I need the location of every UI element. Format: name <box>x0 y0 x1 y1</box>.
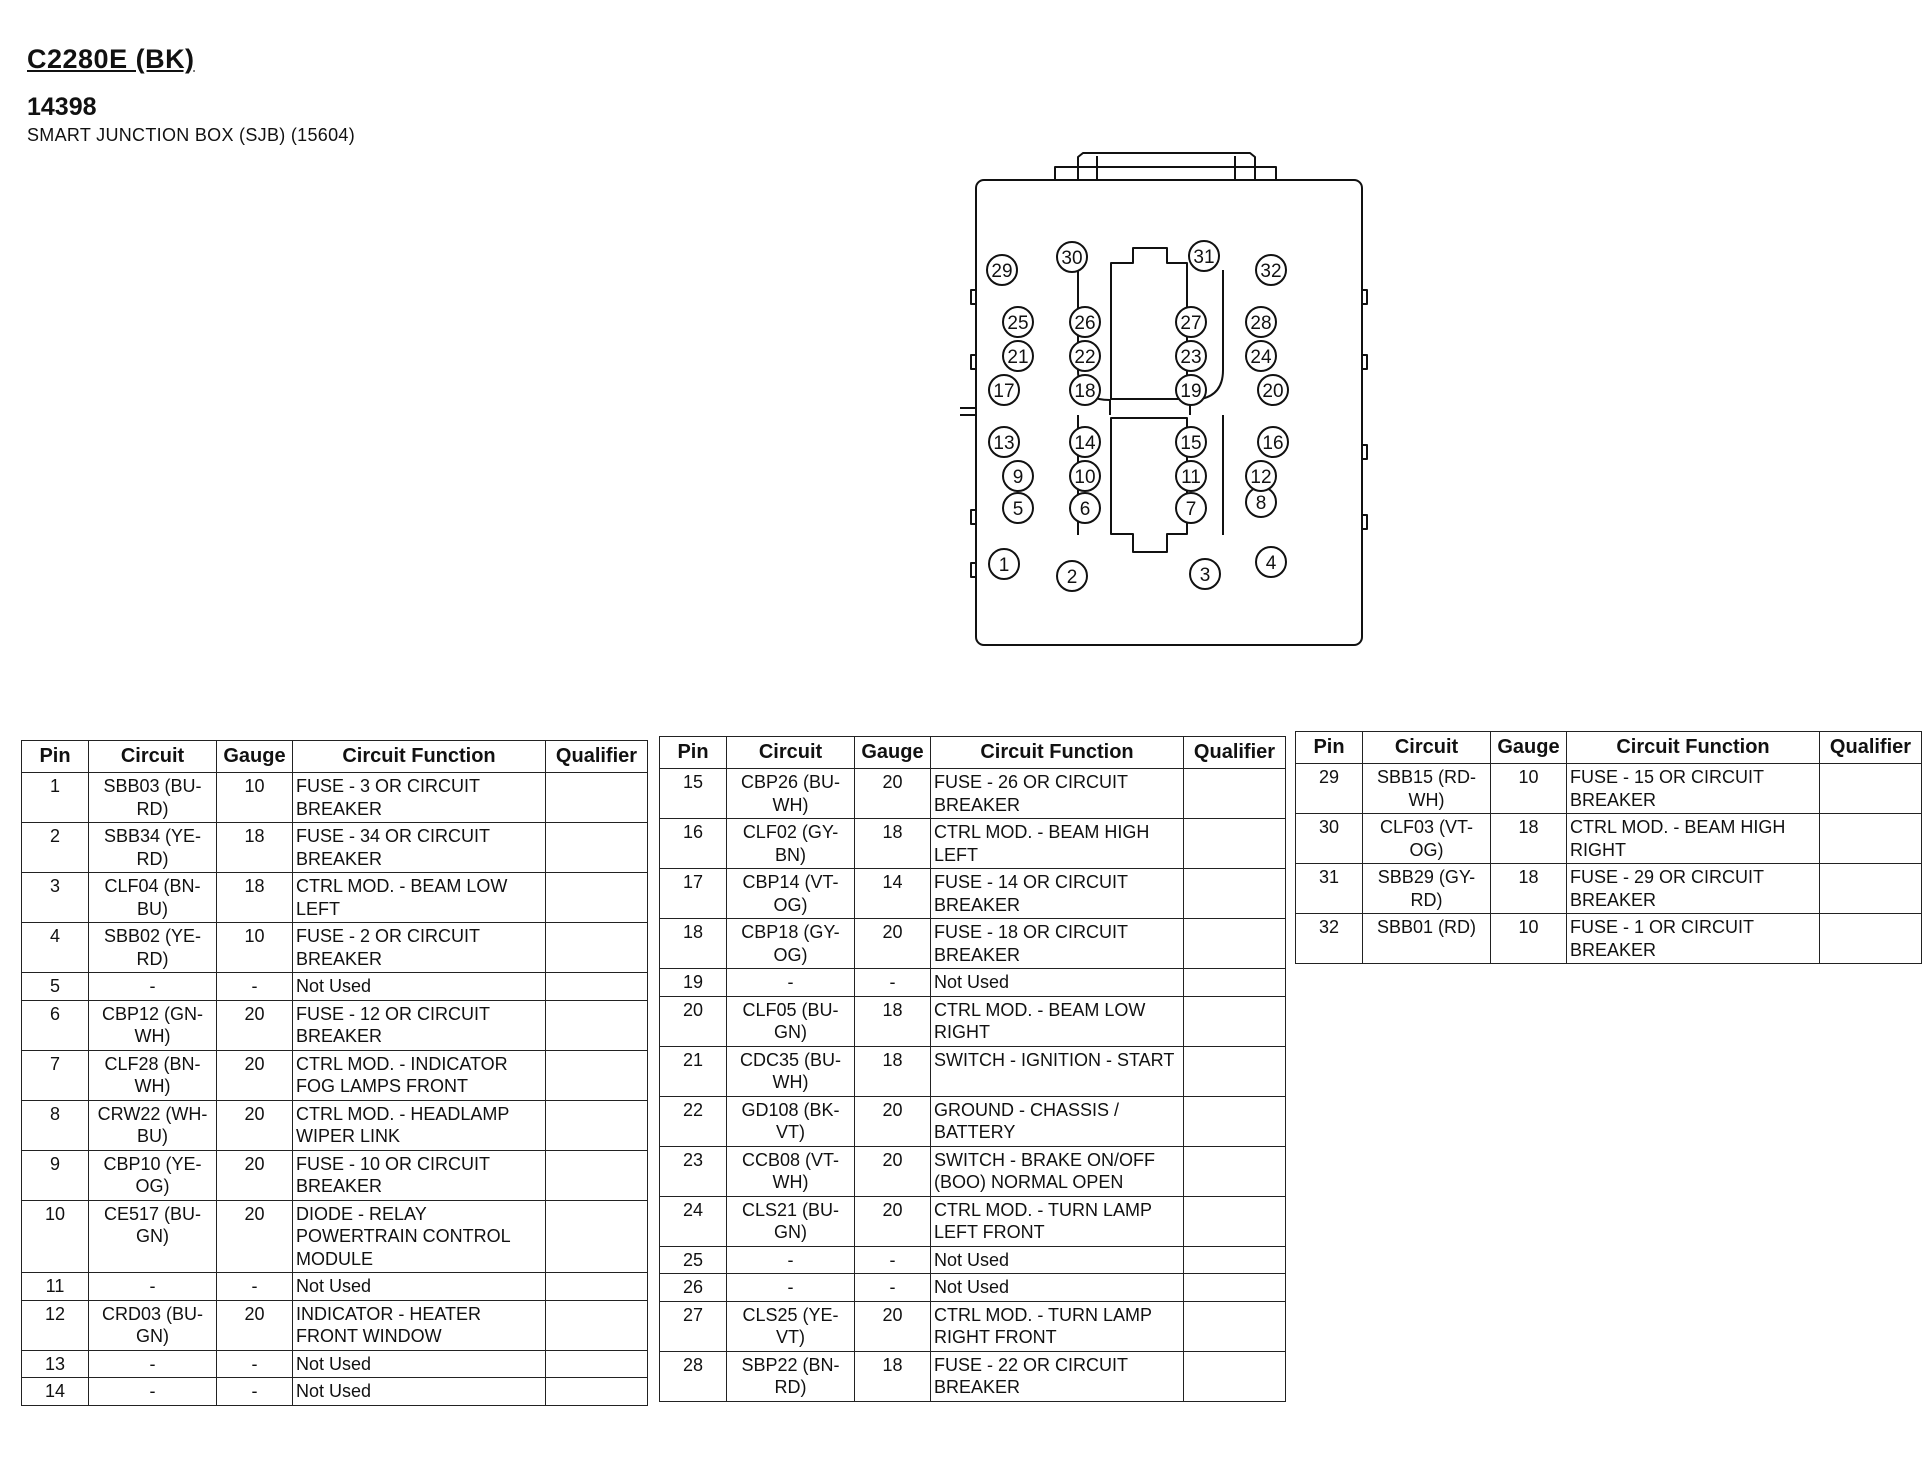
cell-function: GROUND - CHASSIS / BATTERY <box>931 1096 1184 1146</box>
table-row <box>660 869 1286 919</box>
cell-qualifier <box>1184 769 1286 819</box>
cell-pin: 19 <box>660 969 727 997</box>
cell-pin: 6 <box>22 1000 89 1050</box>
cell-pin: 29 <box>1296 764 1363 814</box>
cell-function: Not Used <box>293 1350 546 1378</box>
part-number: 14398 <box>27 93 97 121</box>
cell-gauge: - <box>855 1274 931 1302</box>
cell-pin: 30 <box>1296 814 1363 864</box>
table-row <box>660 769 1286 819</box>
cell-qualifier <box>546 1273 648 1301</box>
cell-qualifier <box>1820 914 1922 964</box>
cell-qualifier <box>546 773 648 823</box>
cell-function: FUSE - 15 OR CIRCUIT BREAKER <box>1567 764 1820 814</box>
cell-circuit: CLF03 (VT-OG) <box>1363 814 1491 864</box>
cell-pin: 27 <box>660 1301 727 1351</box>
cell-qualifier <box>1820 814 1922 864</box>
table-row <box>1296 814 1922 864</box>
cell-circuit: SBB29 (GY-RD) <box>1363 864 1491 914</box>
cavity-number: 20 <box>1262 381 1284 402</box>
cell-function: FUSE - 14 OR CIRCUIT BREAKER <box>931 869 1184 919</box>
cell-function: Not Used <box>931 1274 1184 1302</box>
cell-qualifier <box>546 1350 648 1378</box>
cell-pin: 16 <box>660 819 727 869</box>
table-row <box>660 1096 1286 1146</box>
header-gauge: Gauge <box>1491 732 1567 764</box>
table-row <box>660 1146 1286 1196</box>
cell-circuit: CLF28 (BN-WH) <box>89 1050 217 1100</box>
cell-circuit: CBP14 (VT-OG) <box>727 869 855 919</box>
cell-qualifier <box>1184 919 1286 969</box>
cell-qualifier <box>546 1378 648 1406</box>
header-pin: Pin <box>660 737 727 769</box>
cell-function: CTRL MOD. - BEAM LOW RIGHT <box>931 996 1184 1046</box>
table-row <box>22 1000 648 1050</box>
table-row <box>22 1300 648 1350</box>
cavity-number: 27 <box>1180 313 1202 334</box>
cell-function: INDICATOR - HEATER FRONT WINDOW <box>293 1300 546 1350</box>
cell-qualifier <box>1820 764 1922 814</box>
cell-pin: 5 <box>22 973 89 1001</box>
cell-function: DIODE - RELAY POWERTRAIN CONTROL MODULE <box>293 1200 546 1273</box>
table-row <box>1296 864 1922 914</box>
connector-face-diagram <box>940 110 1380 650</box>
cell-gauge: 18 <box>855 1046 931 1096</box>
cavity-number: 9 <box>1012 467 1024 488</box>
cell-qualifier <box>1184 1274 1286 1302</box>
cell-function: FUSE - 29 OR CIRCUIT BREAKER <box>1567 864 1820 914</box>
table-row <box>22 1378 648 1406</box>
header-circuit: Circuit <box>1363 732 1491 764</box>
cavity-number: 22 <box>1074 347 1096 368</box>
cavity-number: 17 <box>993 381 1015 402</box>
cell-gauge: 14 <box>855 869 931 919</box>
cell-qualifier <box>1184 1146 1286 1196</box>
cell-gauge: 20 <box>217 1050 293 1100</box>
cell-circuit: CLS21 (BU-GN) <box>727 1196 855 1246</box>
table-row <box>660 1196 1286 1246</box>
table-row <box>660 1046 1286 1096</box>
cell-gauge: 10 <box>1491 764 1567 814</box>
cell-pin: 17 <box>660 869 727 919</box>
cell-pin: 24 <box>660 1196 727 1246</box>
header-qualifier: Qualifier <box>546 741 648 773</box>
cavity-number: 19 <box>1180 381 1202 402</box>
cell-circuit: CRD03 (BU-GN) <box>89 1300 217 1350</box>
part-description: SMART JUNCTION BOX (SJB) (15604) <box>27 125 356 145</box>
table-row <box>1296 914 1922 964</box>
table-row <box>22 1350 648 1378</box>
cell-circuit: SBB02 (YE-RD) <box>89 923 217 973</box>
cell-pin: 23 <box>660 1146 727 1196</box>
cell-circuit: SBB03 (BU-RD) <box>89 773 217 823</box>
cell-pin: 3 <box>22 873 89 923</box>
cell-circuit: CE517 (BU-GN) <box>89 1200 217 1273</box>
cavity-number: 15 <box>1180 433 1202 454</box>
cavity-number: 8 <box>1255 493 1267 514</box>
cavity-number: 26 <box>1074 313 1096 334</box>
cavity-number: 18 <box>1074 381 1096 402</box>
cell-qualifier <box>546 1300 648 1350</box>
header-function: Circuit Function <box>931 737 1184 769</box>
header-pin: Pin <box>22 741 89 773</box>
pin-table-3 <box>1295 731 1922 964</box>
table-row <box>22 773 648 823</box>
table-row <box>660 996 1286 1046</box>
cavity-number: 13 <box>993 433 1015 454</box>
cavity-number: 24 <box>1250 347 1272 368</box>
cell-gauge: 20 <box>217 1100 293 1150</box>
cell-function: CTRL MOD. - BEAM HIGH LEFT <box>931 819 1184 869</box>
cell-gauge: - <box>217 1378 293 1406</box>
cavity-number: 31 <box>1193 247 1215 268</box>
cell-pin: 25 <box>660 1246 727 1274</box>
header-qualifier: Qualifier <box>1184 737 1286 769</box>
cell-pin: 13 <box>22 1350 89 1378</box>
cell-function: Not Used <box>931 1246 1184 1274</box>
cell-pin: 31 <box>1296 864 1363 914</box>
table-row <box>22 973 648 1001</box>
table-row <box>22 873 648 923</box>
cell-gauge: 20 <box>855 919 931 969</box>
header-function: Circuit Function <box>1567 732 1820 764</box>
cell-function: SWITCH - BRAKE ON/OFF (BOO) NORMAL OPEN <box>931 1146 1184 1196</box>
cell-circuit: CLF04 (BN-BU) <box>89 873 217 923</box>
cell-gauge: - <box>855 969 931 997</box>
cell-qualifier <box>1184 996 1286 1046</box>
header-function: Circuit Function <box>293 741 546 773</box>
cell-gauge: 10 <box>217 773 293 823</box>
cell-function: FUSE - 10 OR CIRCUIT BREAKER <box>293 1150 546 1200</box>
cell-gauge: 10 <box>217 923 293 973</box>
cell-gauge: - <box>217 1273 293 1301</box>
connector-housing <box>976 180 1362 645</box>
cell-qualifier <box>1184 1246 1286 1274</box>
cell-function: CTRL MOD. - BEAM HIGH RIGHT <box>1567 814 1820 864</box>
cavity-number: 29 <box>991 261 1013 282</box>
cell-gauge: 20 <box>855 1096 931 1146</box>
cell-qualifier <box>1820 864 1922 914</box>
cell-circuit: CRW22 (WH-BU) <box>89 1100 217 1150</box>
cell-qualifier <box>1184 1196 1286 1246</box>
header-circuit: Circuit <box>89 741 217 773</box>
table-row <box>22 923 648 973</box>
cell-gauge: 20 <box>217 1300 293 1350</box>
cell-circuit: SBP22 (BN-RD) <box>727 1351 855 1401</box>
cell-circuit: - <box>727 1246 855 1274</box>
cell-function: Not Used <box>931 969 1184 997</box>
cell-function: FUSE - 22 OR CIRCUIT BREAKER <box>931 1351 1184 1401</box>
cell-qualifier <box>1184 969 1286 997</box>
cell-circuit: CLF05 (BU-GN) <box>727 996 855 1046</box>
cell-gauge: 18 <box>1491 814 1567 864</box>
cell-qualifier <box>1184 819 1286 869</box>
cell-pin: 14 <box>22 1378 89 1406</box>
table-row <box>660 819 1286 869</box>
cell-qualifier <box>1184 1096 1286 1146</box>
cell-qualifier <box>546 973 648 1001</box>
table-row <box>22 823 648 873</box>
cavity-number: 14 <box>1074 433 1096 454</box>
cell-function: FUSE - 12 OR CIRCUIT BREAKER <box>293 1000 546 1050</box>
cavity-number: 30 <box>1061 248 1083 269</box>
cavity-number: 11 <box>1181 467 1201 488</box>
cell-pin: 12 <box>22 1300 89 1350</box>
cavity-number: 3 <box>1199 565 1211 586</box>
cavity-number: 6 <box>1079 499 1091 520</box>
table-row <box>22 1200 648 1273</box>
table-header-row <box>1296 732 1922 764</box>
cell-gauge: 18 <box>1491 864 1567 914</box>
cell-qualifier <box>546 1000 648 1050</box>
cell-gauge: 18 <box>855 1351 931 1401</box>
cavity-number: 25 <box>1007 313 1029 334</box>
cell-circuit: CDC35 (BU-WH) <box>727 1046 855 1096</box>
cell-gauge: 20 <box>217 1200 293 1273</box>
cell-pin: 11 <box>22 1273 89 1301</box>
cell-circuit: SBB15 (RD-WH) <box>1363 764 1491 814</box>
table-row <box>22 1150 648 1200</box>
cell-qualifier <box>546 1050 648 1100</box>
cell-function: FUSE - 2 OR CIRCUIT BREAKER <box>293 923 546 973</box>
table-header-row <box>22 741 648 773</box>
cavity-number: 1 <box>998 555 1010 576</box>
cell-circuit: CBP18 (GY-OG) <box>727 919 855 969</box>
cell-function: CTRL MOD. - BEAM LOW LEFT <box>293 873 546 923</box>
cell-pin: 21 <box>660 1046 727 1096</box>
cell-pin: 1 <box>22 773 89 823</box>
connector-id: C2280E (BK) <box>27 44 195 74</box>
cell-circuit: - <box>727 1274 855 1302</box>
cavity-group <box>987 241 1288 591</box>
cell-circuit: - <box>89 1378 217 1406</box>
cell-pin: 32 <box>1296 914 1363 964</box>
cavity-number: 7 <box>1185 499 1197 520</box>
cavity-number: 32 <box>1260 261 1282 282</box>
cell-function: FUSE - 3 OR CIRCUIT BREAKER <box>293 773 546 823</box>
cell-qualifier <box>546 1100 648 1150</box>
cell-qualifier <box>1184 1046 1286 1096</box>
pin-table-1 <box>21 740 648 1406</box>
cell-qualifier <box>1184 869 1286 919</box>
cell-pin: 2 <box>22 823 89 873</box>
cell-function: FUSE - 34 OR CIRCUIT BREAKER <box>293 823 546 873</box>
table-row <box>1296 764 1922 814</box>
cell-pin: 22 <box>660 1096 727 1146</box>
cell-circuit: CLF02 (GY-BN) <box>727 819 855 869</box>
cell-gauge: - <box>855 1246 931 1274</box>
table-header-row <box>660 737 1286 769</box>
cell-function: SWITCH - IGNITION - START <box>931 1046 1184 1096</box>
cell-pin: 28 <box>660 1351 727 1401</box>
cell-function: FUSE - 1 OR CIRCUIT BREAKER <box>1567 914 1820 964</box>
cell-pin: 10 <box>22 1200 89 1273</box>
cell-circuit: - <box>89 1350 217 1378</box>
cell-qualifier <box>1184 1301 1286 1351</box>
cell-circuit: SBB34 (YE-RD) <box>89 823 217 873</box>
header-gauge: Gauge <box>855 737 931 769</box>
cell-qualifier <box>546 923 648 973</box>
cell-function: Not Used <box>293 1273 546 1301</box>
table-row <box>660 1274 1286 1302</box>
cell-qualifier <box>1184 1351 1286 1401</box>
cell-gauge: - <box>217 973 293 1001</box>
cavity-number: 12 <box>1250 467 1272 488</box>
cell-gauge: 18 <box>217 873 293 923</box>
cell-pin: 15 <box>660 769 727 819</box>
cell-function: Not Used <box>293 1378 546 1406</box>
cavity-number: 10 <box>1074 467 1096 488</box>
table-row <box>22 1050 648 1100</box>
table-row <box>22 1100 648 1150</box>
cell-gauge: 20 <box>217 1000 293 1050</box>
cell-function: CTRL MOD. - INDICATOR FOG LAMPS FRONT <box>293 1050 546 1100</box>
cavity-number: 2 <box>1066 567 1078 588</box>
cell-gauge: 18 <box>855 996 931 1046</box>
cell-gauge: 20 <box>855 1301 931 1351</box>
table-row <box>660 1301 1286 1351</box>
cell-circuit: CBP26 (BU-WH) <box>727 769 855 819</box>
cell-function: FUSE - 18 OR CIRCUIT BREAKER <box>931 919 1184 969</box>
header-circuit: Circuit <box>727 737 855 769</box>
cavity-number: 21 <box>1007 347 1029 368</box>
cell-function: Not Used <box>293 973 546 1001</box>
table-row <box>660 969 1286 997</box>
cell-circuit: CLS25 (YE-VT) <box>727 1301 855 1351</box>
cavity-number: 16 <box>1262 433 1284 454</box>
cell-circuit: - <box>89 1273 217 1301</box>
cell-function: CTRL MOD. - HEADLAMP WIPER LINK <box>293 1100 546 1150</box>
cavity-number: 23 <box>1180 347 1202 368</box>
cell-circuit: SBB01 (RD) <box>1363 914 1491 964</box>
cell-pin: 9 <box>22 1150 89 1200</box>
cell-qualifier <box>546 823 648 873</box>
table-row <box>22 1273 648 1301</box>
cell-circuit: CBP10 (YE-OG) <box>89 1150 217 1200</box>
cell-gauge: 20 <box>855 1196 931 1246</box>
cavity-number: 4 <box>1265 553 1277 574</box>
cell-gauge: 10 <box>1491 914 1567 964</box>
cavity-number: 5 <box>1012 499 1024 520</box>
cell-function: CTRL MOD. - TURN LAMP RIGHT FRONT <box>931 1301 1184 1351</box>
cell-circuit: CBP12 (GN-WH) <box>89 1000 217 1050</box>
cell-pin: 20 <box>660 996 727 1046</box>
table-row <box>660 1351 1286 1401</box>
cell-function: FUSE - 26 OR CIRCUIT BREAKER <box>931 769 1184 819</box>
cell-circuit: CCB08 (VT-WH) <box>727 1146 855 1196</box>
cell-gauge: 18 <box>855 819 931 869</box>
cell-circuit: - <box>727 969 855 997</box>
pin-table-2 <box>659 736 1286 1402</box>
cell-pin: 26 <box>660 1274 727 1302</box>
cavity-number: 28 <box>1250 313 1272 334</box>
cell-pin: 7 <box>22 1050 89 1100</box>
cell-gauge: - <box>217 1350 293 1378</box>
cell-qualifier <box>546 1200 648 1273</box>
cell-circuit: GD108 (BK-VT) <box>727 1096 855 1146</box>
cell-gauge: 18 <box>217 823 293 873</box>
cell-circuit: - <box>89 973 217 1001</box>
header-qualifier: Qualifier <box>1820 732 1922 764</box>
table-row <box>660 1246 1286 1274</box>
cell-pin: 8 <box>22 1100 89 1150</box>
header-pin: Pin <box>1296 732 1363 764</box>
cell-function: CTRL MOD. - TURN LAMP LEFT FRONT <box>931 1196 1184 1246</box>
cell-pin: 18 <box>660 919 727 969</box>
cell-qualifier <box>546 1150 648 1200</box>
header-gauge: Gauge <box>217 741 293 773</box>
cell-gauge: 20 <box>217 1150 293 1200</box>
cell-gauge: 20 <box>855 769 931 819</box>
cell-qualifier <box>546 873 648 923</box>
table-row <box>660 919 1286 969</box>
cell-gauge: 20 <box>855 1146 931 1196</box>
cell-pin: 4 <box>22 923 89 973</box>
